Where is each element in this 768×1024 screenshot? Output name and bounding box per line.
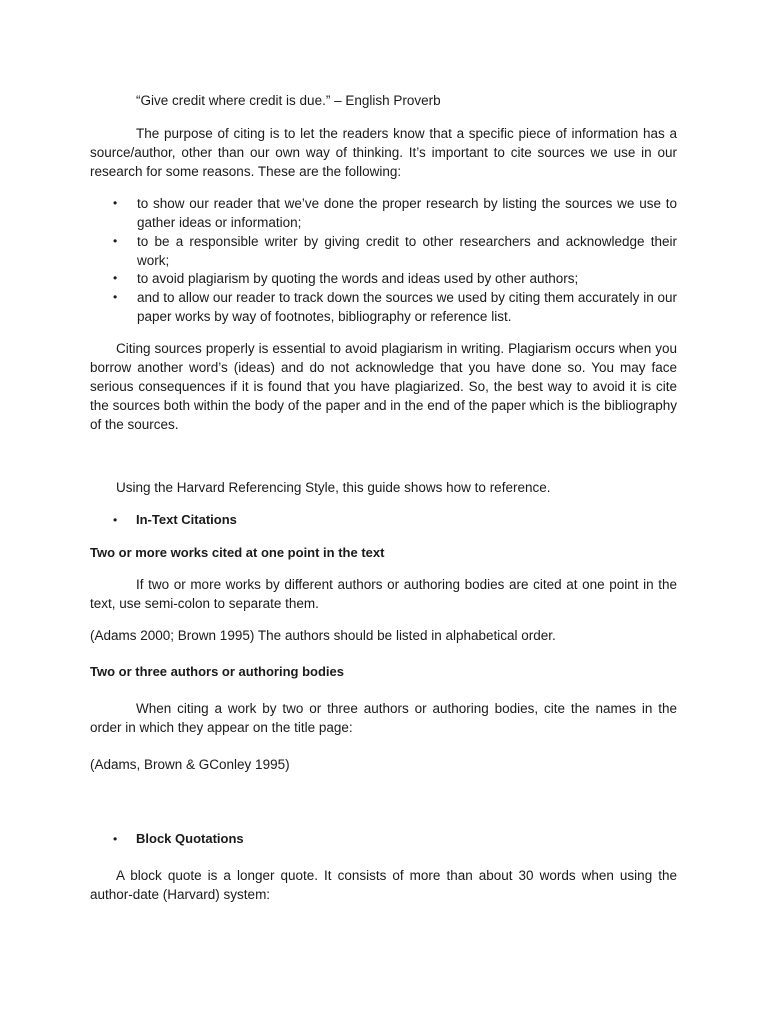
section-heading-text: Block Quotations bbox=[136, 831, 244, 846]
subheading-multiple-works: Two or more works cited at one point in the text bbox=[90, 545, 385, 560]
bullet-icon: • bbox=[113, 290, 118, 304]
list-item-text: to avoid plagiarism by quoting the words and ideas used by other authors; bbox=[137, 271, 579, 286]
list-item bbox=[113, 288, 677, 326]
section-heading-block-quotations bbox=[113, 829, 244, 849]
multiple-works-example: (Adams 2000; Brown 1995) The authors should be listed in alphabetical order. bbox=[90, 628, 556, 643]
bullet-icon: • bbox=[113, 196, 118, 210]
bullet-icon: • bbox=[113, 832, 118, 846]
subheading-two-three-authors: Two or three authors or authoring bodies bbox=[90, 664, 344, 679]
bullet-icon: • bbox=[113, 513, 118, 527]
section-heading-text: In-Text Citations bbox=[136, 512, 237, 527]
list-item-text: and to allow our reader to track down the sources we used by citing them accurately in our paper works by way of footnotes, bibliography or reference list. bbox=[137, 290, 677, 324]
harvard-intro-text: Using the Harvard Referencing Style, this guide shows how to reference. bbox=[116, 480, 551, 495]
section-heading-in-text-citations bbox=[113, 510, 237, 530]
list-item-text: to be a responsible writer by giving credit to other researchers and acknowledge their work; bbox=[137, 234, 677, 268]
two-three-authors-paragraph: When citing a work by two or three authors or authoring bodies, cite the names in the order in which they appear on the title page: bbox=[90, 701, 677, 735]
two-three-authors-example: (Adams, Brown & GConley 1995) bbox=[90, 757, 290, 772]
plagiarism-paragraph: Citing sources properly is essential to avoid plagiarism in writing. Plagiarism occurs when you borrow another word’s (ideas) and do not acknowledge that you have done so. You may face serious consequences if it is found that you have plagiarized. So, the best way to avoid it is cite the sources both within the body of the paper and in the end of the paper which is the bibliography of the sources. bbox=[90, 341, 677, 432]
bullet-icon: • bbox=[113, 234, 118, 248]
list-item-text: to show our reader that we’ve done the proper research by listing the sources we use to gather ideas or information; bbox=[137, 196, 677, 230]
intro-paragraph: The purpose of citing is to let the readers know that a specific piece of information has a source/author, other than our own way of thinking. It’s important to cite sources we use in our research for some reasons. These are the following: bbox=[90, 126, 677, 179]
bullet-icon: • bbox=[113, 271, 118, 285]
multiple-works-paragraph: If two or more works by different authors or authoring bodies are cited at one point in the text, use semi-colon to separate them. bbox=[90, 577, 677, 611]
list-item bbox=[113, 194, 677, 232]
block-quotations-paragraph: A block quote is a longer quote. It consists of more than about 30 words when using the author-date (Harvard) system: bbox=[90, 868, 677, 902]
list-item bbox=[113, 232, 677, 270]
list-item bbox=[113, 269, 677, 288]
epigraph-quote: “Give credit where credit is due.” – English Proverb bbox=[136, 93, 441, 108]
